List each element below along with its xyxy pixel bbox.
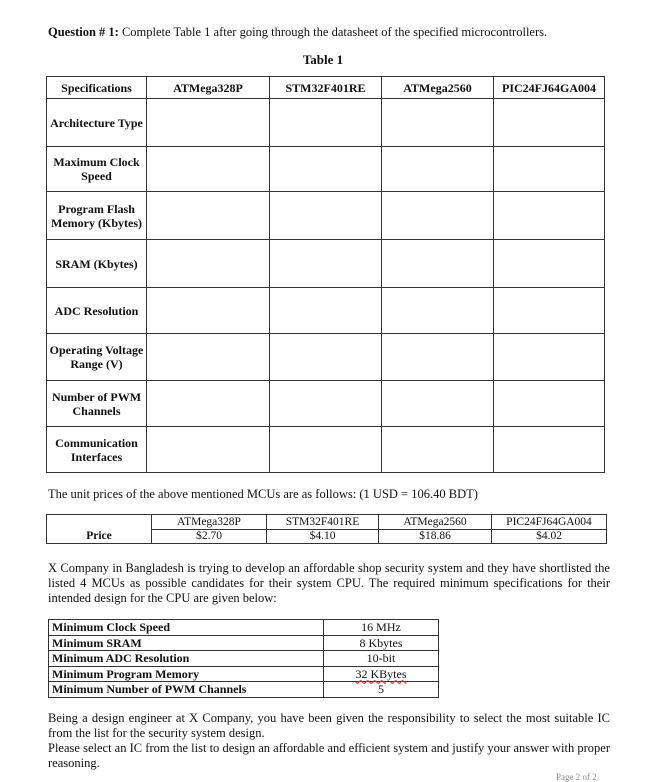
price-value: $2.70	[152, 529, 266, 543]
header-specifications: Specifications	[47, 77, 147, 99]
table-cell[interactable]	[270, 288, 382, 334]
table-cell[interactable]	[382, 192, 494, 240]
table-caption: Table 1	[302, 52, 344, 67]
question-text: Complete Table 1 after going through the datasheet of the specified microcontrollers.	[118, 25, 548, 39]
table-cell[interactable]	[494, 381, 605, 427]
specification-table	[46, 76, 605, 473]
table-cell[interactable]	[382, 381, 494, 427]
requirement-row	[49, 620, 439, 636]
company-paragraph: X Company in Bangladesh is trying to develop an affordable shop security system and they have shortlisted the listed 4 MCUs as possible candidates for their system CPU. The required minimum specifications for their intended design for the CPU are given below:	[48, 561, 610, 605]
price-label: Price	[47, 515, 152, 544]
requirement-row	[49, 666, 439, 682]
price-cell	[267, 515, 379, 544]
table-cell[interactable]	[147, 427, 270, 473]
requirement-label: Minimum SRAM	[49, 635, 324, 651]
price-intro-text: The unit prices of the above mentioned MCUs are as follows: (1 USD = 106.40 BDT)	[48, 487, 478, 501]
table-cell[interactable]	[147, 381, 270, 427]
table-cell[interactable]	[494, 192, 605, 240]
row-label-flash-memory: Program Flash Memory (Kbytes)	[47, 192, 147, 240]
table-cell[interactable]	[147, 99, 270, 147]
requirement-row	[49, 682, 439, 698]
table-cell[interactable]	[494, 147, 605, 192]
table-cell[interactable]	[270, 381, 382, 427]
requirement-row	[49, 635, 439, 651]
table-cell[interactable]	[494, 99, 605, 147]
table-cell[interactable]	[270, 334, 382, 381]
engineer-paragraph-1: Being a design engineer at X Company, you have been given the responsibility to select the most suitable IC from the list for the security system design.	[48, 711, 610, 740]
table-cell[interactable]	[494, 240, 605, 288]
table-cell[interactable]	[270, 427, 382, 473]
price-row	[47, 515, 607, 544]
table-header-row	[47, 77, 605, 99]
table-row	[47, 427, 605, 473]
table-cell[interactable]	[270, 192, 382, 240]
question-label: Question # 1:	[48, 25, 119, 39]
table-cell[interactable]	[147, 334, 270, 381]
table-cell[interactable]	[270, 147, 382, 192]
row-label-sram: SRAM (Kbytes)	[47, 240, 147, 288]
price-table	[46, 514, 607, 544]
table-cell[interactable]	[270, 99, 382, 147]
engineer-paragraph	[48, 711, 610, 771]
price-mcu-name: ATMega2560	[403, 515, 467, 528]
price-value: $4.10	[267, 529, 378, 543]
row-label-adc-resolution: ADC Resolution	[47, 288, 147, 334]
price-cell	[152, 515, 267, 544]
table-cell[interactable]	[382, 334, 494, 381]
requirement-value: 8 Kbytes	[324, 635, 439, 651]
table-row	[47, 147, 605, 192]
table-cell[interactable]	[147, 147, 270, 192]
requirement-value: 16 MHz	[324, 620, 439, 636]
requirements-table	[48, 619, 439, 698]
header-atmega2560: ATMega2560	[382, 77, 494, 99]
table-row	[47, 240, 605, 288]
requirement-value-text: 32 KBytes	[355, 666, 407, 681]
table-cell[interactable]	[270, 240, 382, 288]
table-cell[interactable]	[382, 240, 494, 288]
requirement-label: Minimum Number of PWM Channels	[49, 682, 324, 698]
table-cell[interactable]	[382, 147, 494, 192]
table-row	[47, 99, 605, 147]
row-label-communication: Communication Interfaces	[47, 427, 147, 473]
requirement-row	[49, 651, 439, 667]
requirement-label: Minimum Program Memory	[49, 666, 324, 682]
header-pic24fj64ga004: PIC24FJ64GA004	[494, 77, 605, 99]
table-row	[47, 381, 605, 427]
requirement-label: Minimum ADC Resolution	[49, 651, 324, 667]
row-label-operating-voltage: Operating Voltage Range (V)	[47, 334, 147, 381]
table-row	[47, 334, 605, 381]
price-value: $18.86	[379, 529, 491, 543]
price-mcu-name: STM32F401RE	[285, 515, 360, 528]
table-cell[interactable]	[494, 427, 605, 473]
requirement-label: Minimum Clock Speed	[49, 620, 324, 636]
table-cell[interactable]	[494, 288, 605, 334]
price-mcu-name: PIC24FJ64GA004	[506, 515, 592, 528]
row-label-architecture: Architecture Type	[47, 99, 147, 147]
engineer-paragraph-2: Please select an IC from the list to design an affordable and efficient system and justify your answer with proper reasoning.	[48, 741, 610, 770]
requirement-value: 10-bit	[324, 651, 439, 667]
requirement-value: 5	[324, 682, 439, 698]
page-footer: Page 2 of 2	[556, 772, 597, 782]
requirement-value	[324, 666, 439, 682]
table-cell[interactable]	[382, 99, 494, 147]
row-label-pwm-channels: Number of PWM Channels	[47, 381, 147, 427]
header-stm32f401re: STM32F401RE	[270, 77, 382, 99]
table-cell[interactable]	[147, 288, 270, 334]
price-cell	[379, 515, 492, 544]
header-atmega328p: ATMega328P	[147, 77, 270, 99]
price-value: $4.02	[492, 529, 606, 543]
question-heading	[48, 25, 547, 40]
table-cell[interactable]	[147, 192, 270, 240]
table-row	[47, 192, 605, 240]
table-cell[interactable]	[494, 334, 605, 381]
price-mcu-name: ATMega328P	[177, 515, 241, 528]
table-cell[interactable]	[382, 427, 494, 473]
table-row	[47, 288, 605, 334]
table-cell[interactable]	[147, 240, 270, 288]
price-cell	[492, 515, 607, 544]
table-cell[interactable]	[382, 288, 494, 334]
row-label-clock-speed: Maximum Clock Speed	[47, 147, 147, 192]
